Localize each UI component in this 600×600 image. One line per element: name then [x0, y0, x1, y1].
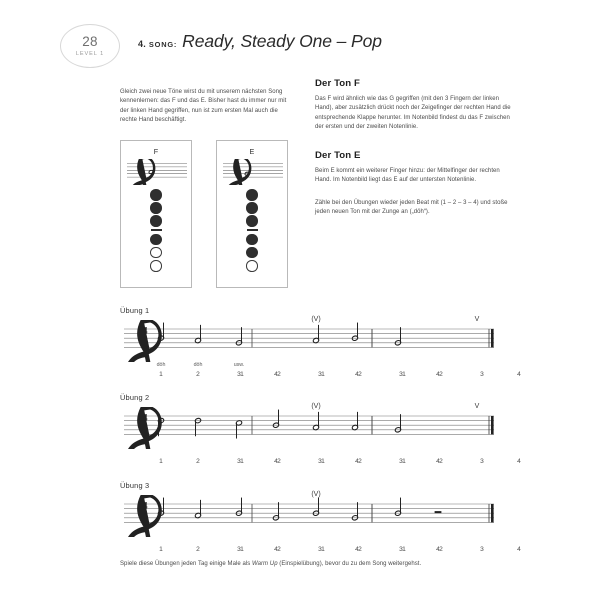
svg-text:4: 4	[142, 325, 148, 337]
beat-number: 3	[237, 371, 241, 378]
beat-number: 4	[274, 546, 278, 553]
beat-number: 2	[439, 371, 443, 378]
svg-text:4: 4	[142, 422, 148, 434]
exercise-staff	[120, 491, 500, 537]
beat-number: 3	[237, 546, 241, 553]
page-title	[138, 31, 382, 52]
fingering-hole-filled	[150, 189, 162, 201]
fingering-hole-filled	[246, 202, 258, 214]
beat-number: 2	[196, 458, 200, 465]
exercise-2	[120, 393, 521, 470]
beat-number: 2	[196, 546, 200, 553]
exercise-label: Übung 1	[120, 306, 150, 315]
beat-number: 3	[480, 458, 484, 465]
fingering-hole-filled	[150, 215, 162, 227]
fingering-chart-note-label: E	[249, 147, 255, 156]
beat-number: 1	[402, 458, 406, 465]
page-header	[0, 0, 600, 72]
breath-mark: (V)	[311, 491, 321, 498]
beat-number: 4	[436, 546, 440, 553]
fingering-hole-filled	[246, 247, 258, 259]
beat-number: 4	[436, 458, 440, 465]
fingering-chart-f	[120, 140, 192, 288]
song-title: Ready, Steady One – Pop	[182, 31, 382, 51]
fingering-chart-staff	[221, 159, 285, 185]
beat-number: 4	[355, 546, 359, 553]
beat-number: 2	[358, 371, 362, 378]
intro-paragraph: Gleich zwei neue Töne wirst du mit unserem nächsten Song kennenlernen: das F und das E. Bisher hast du immer nur mit der linken Hand gegriffen, nun ist zum ersten Mal auch die rechte Hand beschäftigt.	[120, 89, 287, 123]
fingering-chart-staff	[125, 159, 189, 185]
page-number-badge	[60, 24, 120, 68]
syllable-row	[120, 449, 500, 457]
svg-text:4: 4	[142, 412, 148, 424]
beat-number: 2	[358, 546, 362, 553]
beat-number: 1	[240, 371, 244, 378]
heading-ton-f: Der Ton F	[315, 78, 360, 89]
beat-number: 2	[277, 458, 281, 465]
exercise-1	[120, 306, 521, 383]
beat-number: 1	[240, 546, 244, 553]
footer-text-after: (Einspielübung), bevor du zu dem Song weitergehst.	[277, 561, 422, 567]
fingering-chart-note-label: F	[153, 147, 159, 156]
title-song-word: SONG:	[148, 40, 178, 49]
fingering-hole-open	[246, 260, 258, 272]
beat-number: 3	[399, 458, 403, 465]
text-counting: Zähle bei den Übungen wieder jeden Beat mit (1 – 2 – 3 – 4) und stoße jeden neuen Ton mit der Zunge an („döh“).	[315, 199, 508, 216]
beat-number: 4	[436, 371, 440, 378]
syllable-text: döh	[156, 362, 166, 368]
intro-column	[120, 82, 288, 131]
beat-number: 4	[355, 371, 359, 378]
exercise-label: Übung 3	[120, 481, 150, 490]
fingering-hole-open	[150, 247, 162, 259]
beat-number: 1	[402, 371, 406, 378]
beat-number: 2	[277, 546, 281, 553]
fingering-hole-separator	[247, 229, 258, 231]
fingering-hole-column	[217, 189, 287, 272]
beat-number: 2	[277, 371, 281, 378]
beat-number: 4	[517, 371, 521, 378]
beat-number: 3	[399, 546, 403, 553]
beat-number: 2	[196, 371, 200, 378]
fingering-chart-e	[216, 140, 288, 288]
svg-text:4: 4	[142, 335, 148, 347]
breath-mark: V	[474, 316, 480, 323]
fingering-hole-filled	[150, 202, 162, 214]
beat-number: 1	[159, 371, 163, 378]
beat-number: 1	[159, 458, 163, 465]
footer-note	[120, 561, 510, 567]
beat-number: 3	[237, 458, 241, 465]
beat-number: 4	[355, 458, 359, 465]
svg-text:4: 4	[142, 510, 148, 522]
breath-mark: (V)	[311, 403, 321, 410]
fingering-chart-group	[120, 140, 288, 288]
beat-number: 4	[274, 371, 278, 378]
beat-count-row	[120, 458, 521, 470]
footer-text-before: Spiele diese Übungen jeden Tag einige Male als	[120, 561, 252, 567]
text-ton-f: Das F wird ähnlich wie das G gegriffen (mit den 3 Fingern der linken Hand), aber zusätzlich drückt noch der Zeigefinger der rechten Hand die entsprechende Klappe herunter. Im Notenbild findest du das F zwischen der ersten und der zweiten Notenlinie.	[315, 96, 511, 130]
beat-number: 3	[480, 371, 484, 378]
exercise-3	[120, 481, 521, 558]
theory-column	[315, 78, 511, 223]
svg-text:4: 4	[142, 500, 148, 512]
beat-number: 1	[159, 546, 163, 553]
beat-number: 1	[240, 458, 244, 465]
fingering-hole-filled	[246, 234, 258, 246]
beat-number: 2	[439, 546, 443, 553]
text-ton-e: Beim E kommt ein weiterer Finger hinzu: der Mittelfinger der rechten Hand. Im Notenbild liegt das E auf der untersten Notenlinie.	[315, 168, 500, 184]
title-number: 4.	[138, 39, 147, 49]
syllable-row	[120, 537, 500, 545]
fingering-hole-filled	[150, 234, 162, 246]
page-number: 28	[82, 34, 98, 49]
fingering-hole-open	[150, 260, 162, 272]
beat-number: 1	[321, 371, 325, 378]
level-label: LEVEL 1	[75, 51, 105, 57]
fingering-hole-filled	[246, 215, 258, 227]
exercise-staff	[120, 403, 500, 449]
syllable-row	[120, 362, 500, 370]
beat-number: 3	[480, 546, 484, 553]
beat-number: 4	[517, 546, 521, 553]
syllable-text: döh	[193, 362, 203, 368]
beat-number: 2	[358, 458, 362, 465]
beat-count-row	[120, 546, 521, 558]
beat-number: 1	[321, 458, 325, 465]
beat-number: 1	[402, 546, 406, 553]
beat-number: 3	[318, 371, 322, 378]
beat-number: 3	[318, 458, 322, 465]
syllable-text: usw.	[233, 362, 245, 368]
breath-mark: V	[474, 403, 480, 410]
beat-number: 4	[517, 458, 521, 465]
exercise-staff	[120, 316, 500, 362]
footer-text-italic: Warm Up	[252, 561, 278, 567]
beat-number: 2	[439, 458, 443, 465]
fingering-hole-separator	[151, 229, 162, 231]
beat-number: 4	[274, 458, 278, 465]
title-kicker	[138, 39, 177, 49]
heading-ton-e: Der Ton E	[315, 150, 361, 162]
beat-number: 1	[321, 546, 325, 553]
fingering-hole-column	[121, 189, 191, 272]
beat-number: 3	[399, 371, 403, 378]
fingering-hole-filled	[246, 189, 258, 201]
breath-mark: (V)	[311, 316, 321, 323]
beat-number: 3	[318, 546, 322, 553]
beat-count-row	[120, 371, 521, 383]
exercise-label: Übung 2	[120, 393, 150, 402]
